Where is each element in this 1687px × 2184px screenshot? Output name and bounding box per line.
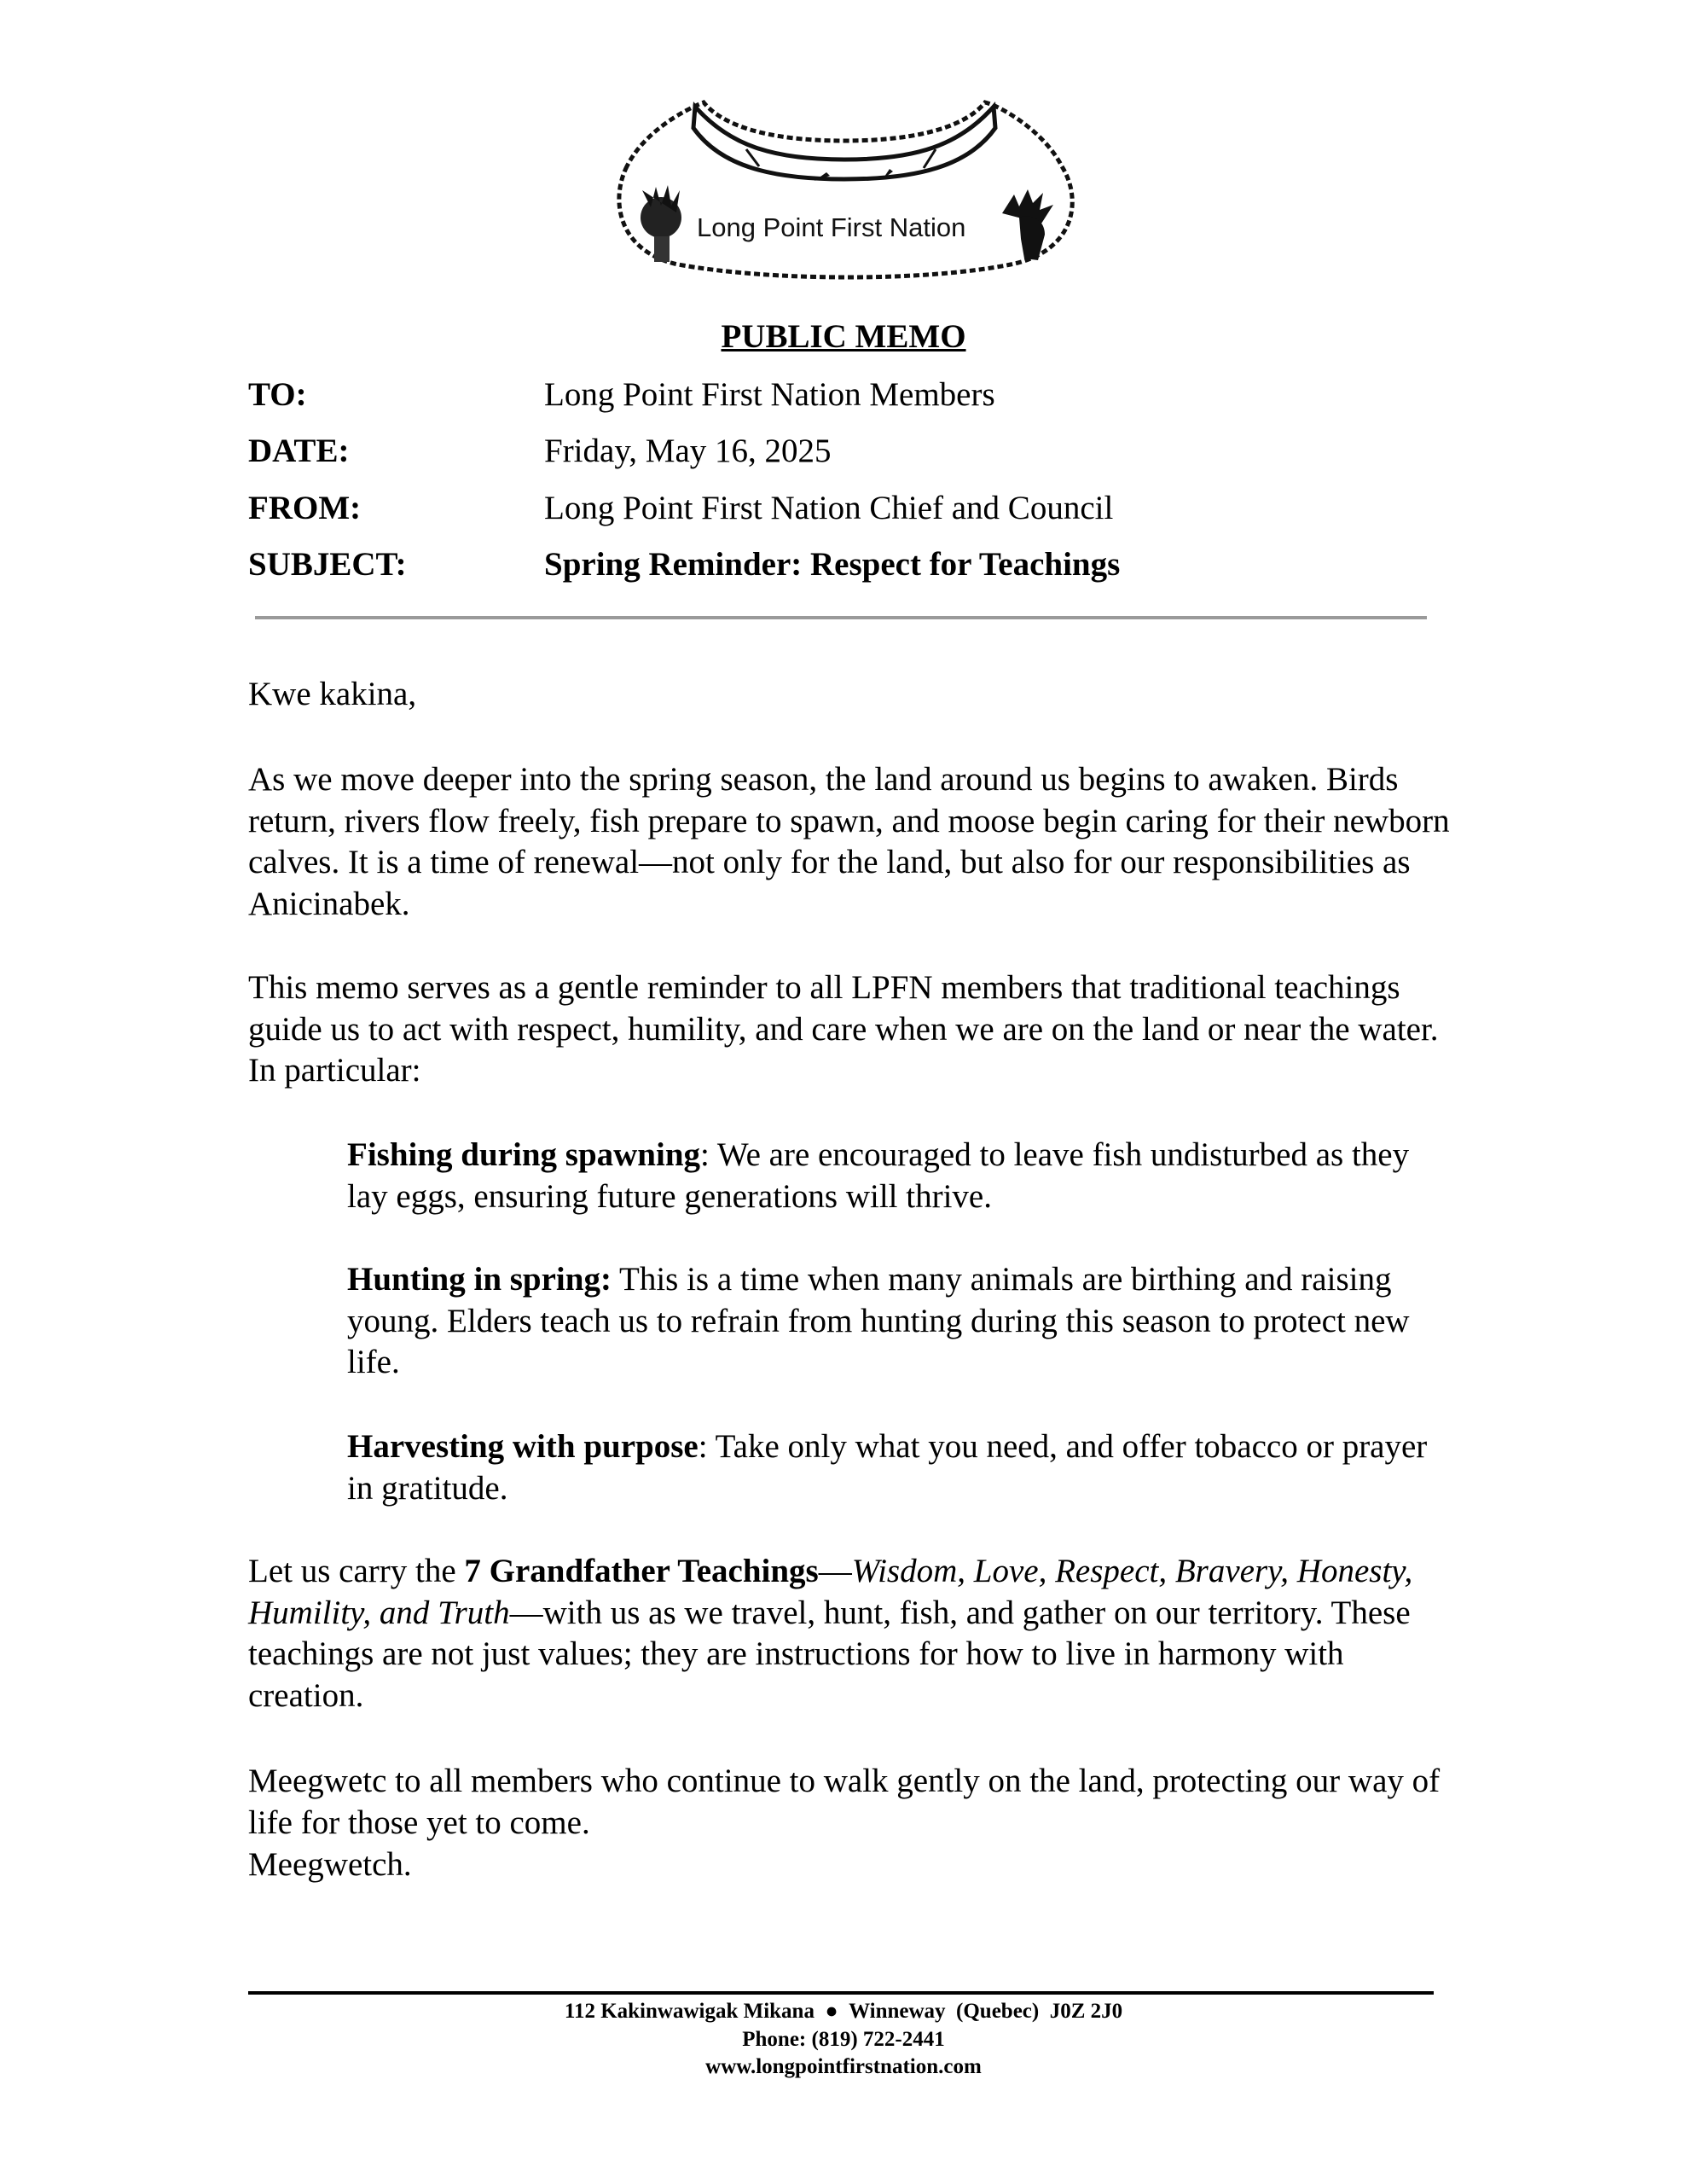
- paragraph-teachings: [248, 1551, 1459, 1716]
- list-item-title: Fishing during spawning: [347, 1136, 701, 1173]
- bullet-separator-icon: ●: [825, 2000, 838, 2023]
- footer-divider: [248, 1991, 1434, 1995]
- list-item-text: : We are encouraged to leave fish undisturbed as they lay eggs, ensuring future generations will thrive.: [347, 1136, 1410, 1215]
- teachings-dash: —: [818, 1553, 852, 1589]
- paragraph-thanks: Meegwetc to all members who continue to walk gently on the land, protecting our way of life for those yet to come.: [248, 1763, 1441, 1841]
- footer-phone: Phone: (819) 722-2441: [742, 2028, 945, 2051]
- footer-street: 112 Kakinwawigak Mikana: [564, 2000, 815, 2023]
- teachings-post: —with us as we travel, hunt, fish, and gather on our territory. These teachings are not just values; they are instructions for how to live in harmony with creation.: [248, 1594, 1411, 1714]
- memo-title: PUBLIC MEMO: [721, 318, 966, 355]
- list-item: [347, 1135, 1456, 1217]
- logo-border: [619, 102, 1072, 277]
- list-item-title: Hunting in spring:: [347, 1261, 612, 1298]
- teachings-title: 7 Grandfather Teachings: [464, 1553, 819, 1589]
- to-value: Long Point First Nation Members: [544, 376, 995, 413]
- footer-website[interactable]: www.longpointfirstnation.com: [705, 2055, 982, 2078]
- paragraph-reminder: This memo serves as a gentle reminder to all LPFN members that traditional teachings guide us to act with respect, humility, and care when we are on the land or near the water. In particular:: [248, 969, 1439, 1089]
- subject-value: Spring Reminder: Respect for Teachings: [544, 546, 1121, 583]
- date-value: Friday, May 16, 2025: [544, 433, 832, 469]
- footer-address: [0, 1999, 1687, 2024]
- list-item: [347, 1426, 1456, 1509]
- header-divider: [255, 616, 1427, 619]
- paragraph-intro: As we move deeper into the spring season, the land around us begins to awaken. Birds return, rivers flow freely, fish prepare to spawn, and moose begin caring for their newborn calves. It is a time of renewal—not only for the land, but also for our responsibilities as Anicinabek.: [248, 761, 1450, 922]
- list-item-text: : Take only what you need, and offer tobacco or prayer in gratitude.: [347, 1428, 1428, 1507]
- date-label: DATE:: [248, 433, 350, 469]
- teachings-pre: Let us carry the: [248, 1553, 465, 1589]
- from-label: FROM:: [248, 490, 362, 526]
- subject-label: SUBJECT:: [248, 546, 407, 583]
- canoe-icon: [693, 107, 995, 179]
- footer-city: Winneway (Quebec) J0Z 2J0: [849, 2000, 1123, 2023]
- closing: Meegwetch.: [248, 1846, 412, 1883]
- list-item-title: Harvesting with purpose: [347, 1428, 699, 1465]
- from-value: Long Point First Nation Chief and Council: [544, 490, 1114, 526]
- list-item-text: This is a time when many animals are birthing and raising young. Elders teach us to refrain from hunting during this season to protect new life.: [347, 1261, 1410, 1380]
- long-point-first-nation-logo: [601, 98, 1087, 282]
- teachings-list: Wisdom, Love, Respect, Bravery, Honesty, Humility, and Truth: [248, 1553, 1413, 1631]
- greeting: Kwe kakina,: [248, 676, 417, 712]
- to-label: TO:: [248, 376, 307, 413]
- logo-text: Long Point First Nation: [697, 212, 966, 242]
- list-item: [347, 1259, 1456, 1384]
